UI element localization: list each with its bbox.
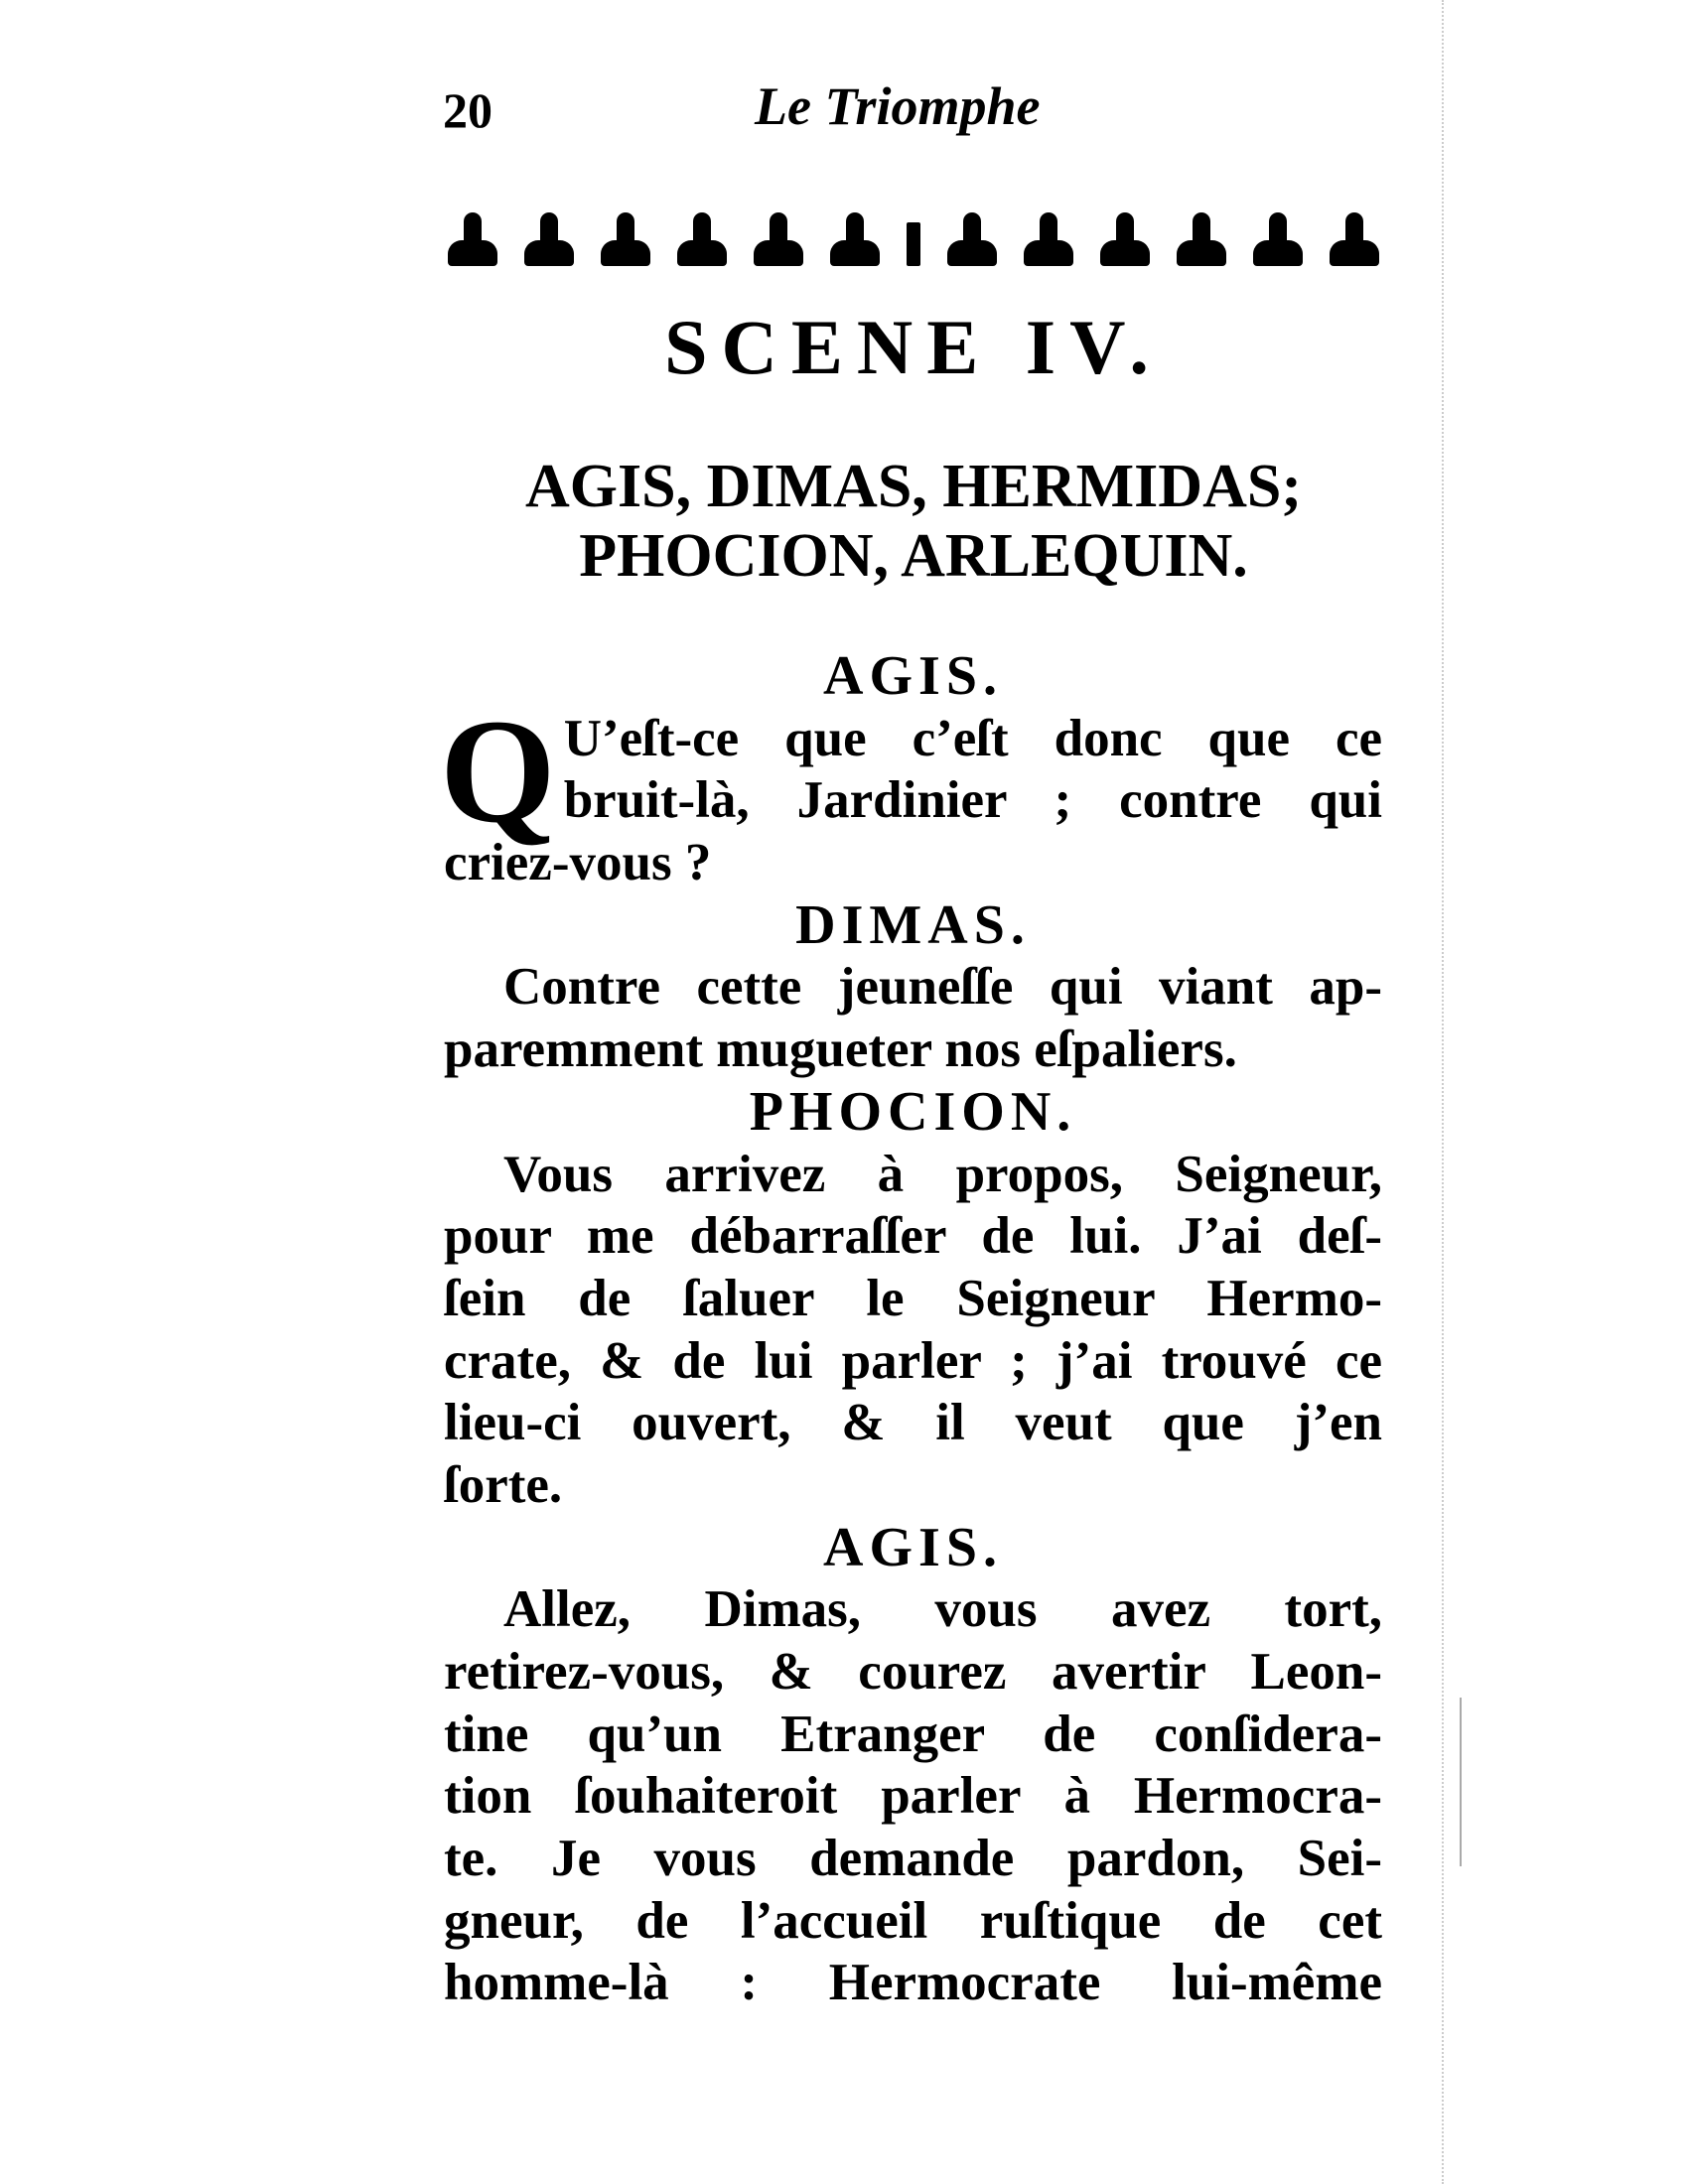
page-edge-shadow <box>1442 0 1444 2184</box>
text-line: ſorte. <box>444 1455 563 1514</box>
text-line: homme-là : Hermocrate lui-même <box>444 1954 1382 2012</box>
speaker-name: AGIS. <box>823 1516 1003 1578</box>
scene-title: SCENE IV. <box>664 304 1163 390</box>
text-line: te. Je vous demande pardon, Sei- <box>444 1830 1382 1888</box>
page-number: 20 <box>443 82 492 138</box>
fleuron-ornament-icon <box>1324 210 1385 266</box>
text-line: U’eſt-ce que c’eſt donc que ce <box>563 709 1382 767</box>
ornament-band <box>442 204 1385 273</box>
text-line: criez-vous ? <box>444 834 712 892</box>
text-line: ſein de ſaluer le Seigneur Hermo- <box>444 1269 1382 1327</box>
fleuron-ornament-icon <box>824 210 886 266</box>
fleuron-ornament-icon <box>518 210 580 266</box>
fleuron-ornament-icon <box>941 210 1003 266</box>
fleuron-ornament-icon <box>442 210 503 266</box>
text-line: tion ſouhaiteroit parler à Hermocra- <box>444 1767 1382 1826</box>
text-line: bruit-là, Jardinier ; contre qui <box>563 771 1382 830</box>
fleuron-ornament-icon <box>901 210 926 266</box>
page-edge-mark <box>1460 1698 1462 1866</box>
character-list <box>442 452 1385 591</box>
text-line: pour me débarraſſer de lui. J’ai deſ- <box>444 1207 1382 1266</box>
text-line: gneur, de l’accueil ruſtique de cet <box>444 1891 1382 1950</box>
speaker-name: PHOCION. <box>749 1080 1077 1143</box>
fleuron-ornament-icon <box>671 210 733 266</box>
text-line: Vous arrivez à propos, Seigneur, <box>503 1145 1382 1203</box>
fleuron-ornament-icon <box>1094 210 1156 266</box>
running-title: Le Triomphe <box>755 76 1041 136</box>
fleuron-ornament-icon <box>1171 210 1232 266</box>
text-line: tine qu’un Etranger de conſidera- <box>444 1705 1382 1763</box>
text-line: paremment mugueter nos eſpaliers. <box>444 1021 1237 1079</box>
speaker-name: DIMAS. <box>795 893 1031 956</box>
fleuron-ornament-icon <box>1018 210 1079 266</box>
text-line: Contre cette jeuneſſe qui viant ap- <box>503 958 1382 1017</box>
text-line: lieu-ci ouvert, & il veut que j’en <box>444 1394 1382 1452</box>
fleuron-ornament-icon <box>595 210 656 266</box>
drop-cap: Q <box>440 688 556 854</box>
character-list-line: PHOCION, ARLEQUIN. <box>579 522 1248 590</box>
fleuron-ornament-icon <box>1247 210 1309 266</box>
text-line: retirez-vous, & courez avertir Leon- <box>444 1643 1382 1701</box>
dialogue-body <box>440 645 1382 2014</box>
character-list-line: AGIS, DIMAS, HERMIDAS; <box>525 453 1302 520</box>
text-line: crate, & de lui parler ; j’ai trouvé ce <box>444 1331 1382 1390</box>
speaker-name: AGIS. <box>823 645 1003 707</box>
text-line: Allez, Dimas, vous avez tort, <box>503 1580 1382 1639</box>
fleuron-ornament-icon <box>748 210 809 266</box>
